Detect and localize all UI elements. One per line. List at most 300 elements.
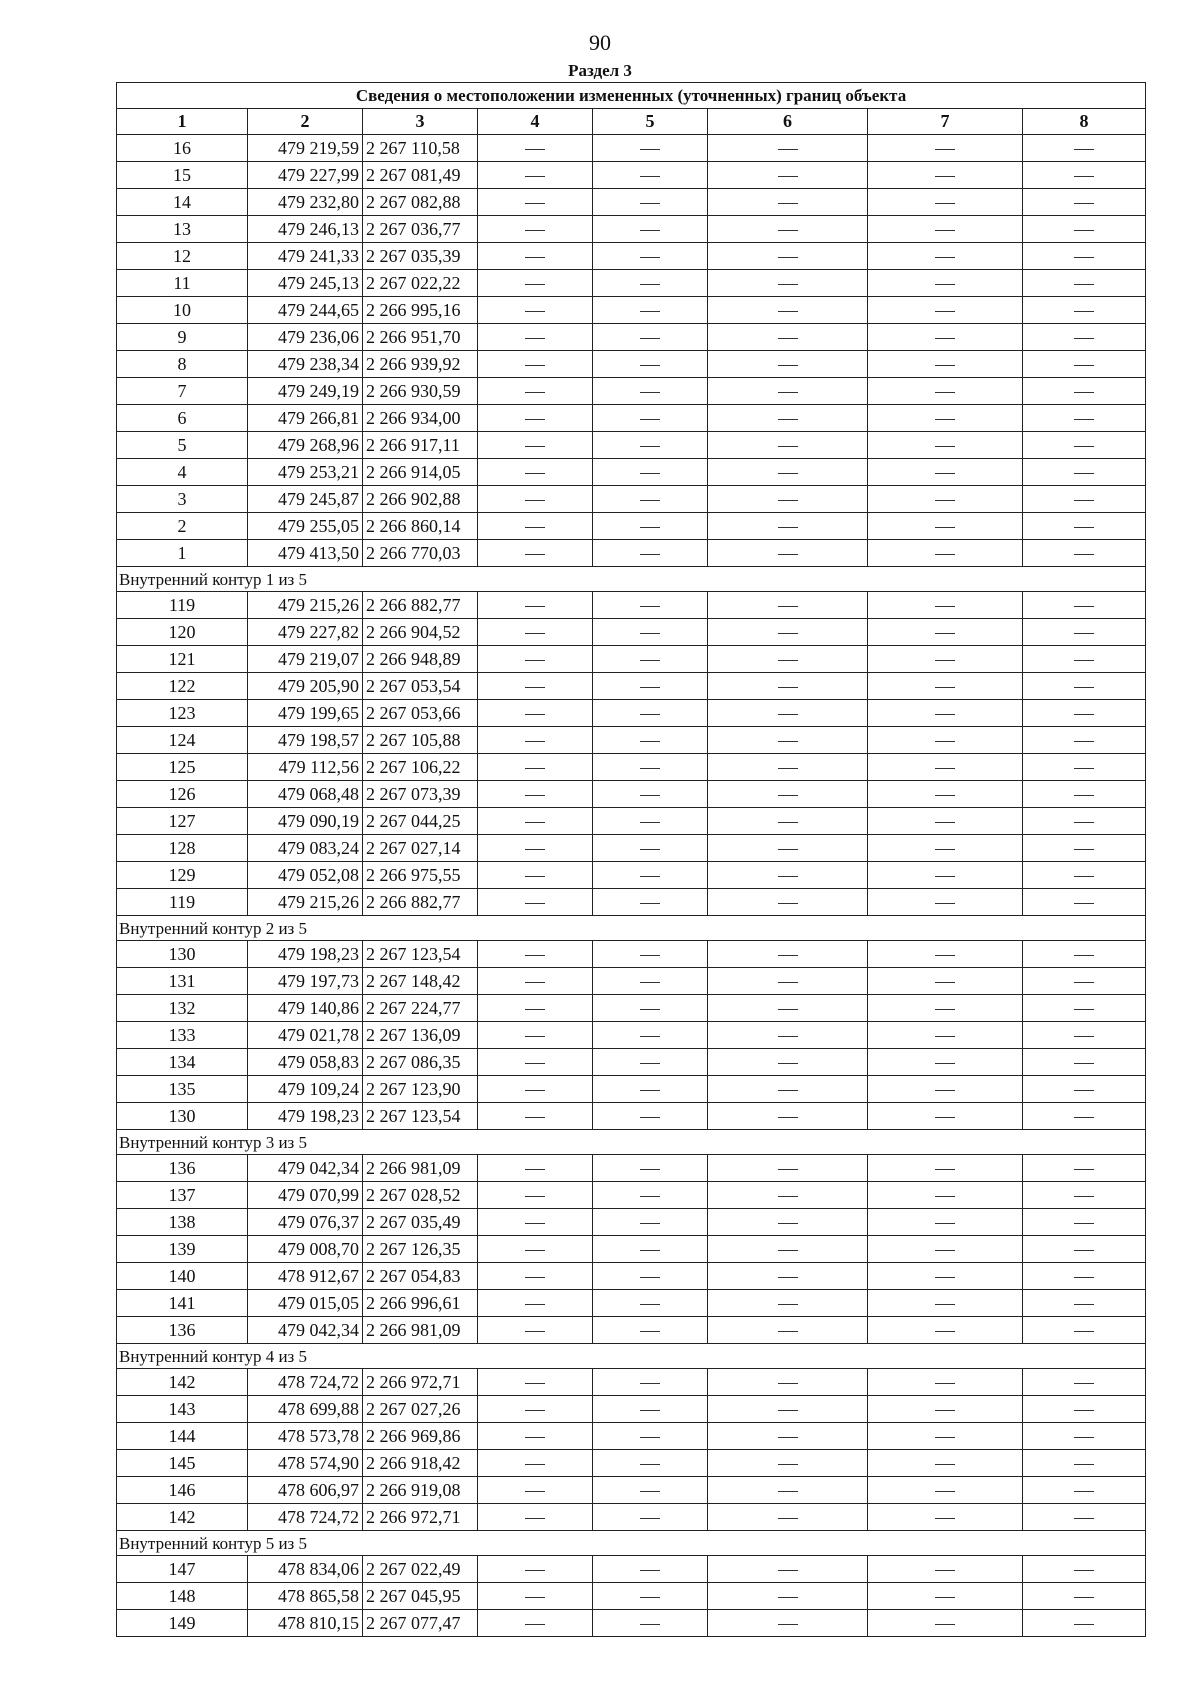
dash-mark: [1074, 1570, 1094, 1571]
coord-x: 479 070,99: [248, 1182, 363, 1209]
point-number: 126: [117, 781, 248, 808]
empty-cell: [593, 835, 708, 862]
coord-y: 2 266 904,52: [363, 619, 478, 646]
empty-cell: [1023, 1182, 1146, 1209]
dash-mark: [640, 1597, 660, 1598]
empty-cell: [1023, 405, 1146, 432]
empty-cell: [593, 754, 708, 781]
empty-cell: [1023, 324, 1146, 351]
dash-mark: [1074, 554, 1094, 555]
empty-cell: [1023, 270, 1146, 297]
coord-x: 479 008,70: [248, 1236, 363, 1263]
dash-mark: [1074, 955, 1094, 956]
coord-y: 2 267 224,77: [363, 995, 478, 1022]
table-row: [117, 1103, 1146, 1130]
empty-cell: [478, 592, 593, 619]
dash-mark: [640, 876, 660, 877]
dash-mark: [778, 473, 798, 474]
dash-mark: [640, 687, 660, 688]
coord-y: 2 267 027,26: [363, 1396, 478, 1423]
point-number: 122: [117, 673, 248, 700]
table-row: [117, 1236, 1146, 1263]
empty-cell: [1023, 378, 1146, 405]
dash-mark: [1074, 1196, 1094, 1197]
empty-cell: [593, 351, 708, 378]
dash-mark: [935, 849, 955, 850]
coord-x: 479 245,87: [248, 486, 363, 513]
table-row: [117, 1155, 1146, 1182]
empty-cell: [1023, 351, 1146, 378]
dash-mark: [640, 338, 660, 339]
table-row: [117, 189, 1146, 216]
empty-cell: [593, 808, 708, 835]
empty-cell: [1023, 1583, 1146, 1610]
empty-cell: [1023, 1236, 1146, 1263]
column-header: 8: [1023, 109, 1146, 135]
coord-x: 479 255,05: [248, 513, 363, 540]
table-row: [117, 324, 1146, 351]
dash-mark: [778, 311, 798, 312]
table-row: [117, 216, 1146, 243]
coord-x: 479 227,82: [248, 619, 363, 646]
dash-mark: [525, 500, 545, 501]
table-row: [117, 835, 1146, 862]
empty-cell: [868, 727, 1023, 754]
coord-y: 2 267 148,42: [363, 968, 478, 995]
coord-x: 479 238,34: [248, 351, 363, 378]
empty-cell: [478, 270, 593, 297]
coord-x: 479 241,33: [248, 243, 363, 270]
point-number: 133: [117, 1022, 248, 1049]
point-number: 147: [117, 1556, 248, 1583]
dash-mark: [640, 365, 660, 366]
dash-mark: [525, 876, 545, 877]
dash-mark: [525, 338, 545, 339]
coord-y: 2 266 939,92: [363, 351, 478, 378]
empty-cell: [708, 297, 868, 324]
empty-cell: [868, 1423, 1023, 1450]
dash-mark: [640, 1410, 660, 1411]
empty-cell: [1023, 216, 1146, 243]
dash-mark: [525, 419, 545, 420]
dash-mark: [1074, 1277, 1094, 1278]
point-number: 14: [117, 189, 248, 216]
empty-cell: [708, 324, 868, 351]
point-number: 149: [117, 1610, 248, 1637]
dash-mark: [525, 149, 545, 150]
empty-cell: [478, 459, 593, 486]
point-number: 119: [117, 592, 248, 619]
point-number: 3: [117, 486, 248, 513]
dash-mark: [935, 1624, 955, 1625]
dash-mark: [778, 1597, 798, 1598]
dash-mark: [935, 257, 955, 258]
dash-mark: [1074, 311, 1094, 312]
dash-mark: [525, 1437, 545, 1438]
coord-x: 479 042,34: [248, 1155, 363, 1182]
dash-mark: [778, 419, 798, 420]
dash-mark: [640, 311, 660, 312]
empty-cell: [478, 619, 593, 646]
empty-cell: [1023, 1396, 1146, 1423]
dash-mark: [640, 1570, 660, 1571]
dash-mark: [640, 473, 660, 474]
point-number: 143: [117, 1396, 248, 1423]
dash-mark: [935, 527, 955, 528]
dash-mark: [1074, 903, 1094, 904]
table-row: [117, 1290, 1146, 1317]
dash-mark: [935, 1169, 955, 1170]
dash-mark: [640, 1464, 660, 1465]
dash-mark: [640, 554, 660, 555]
coord-x: 478 865,58: [248, 1583, 363, 1610]
dash-mark: [935, 633, 955, 634]
empty-cell: [593, 540, 708, 567]
dash-mark: [935, 203, 955, 204]
empty-cell: [593, 189, 708, 216]
point-number: 141: [117, 1290, 248, 1317]
coord-y: 2 267 126,35: [363, 1236, 478, 1263]
dash-mark: [935, 1518, 955, 1519]
coord-x: 479 015,05: [248, 1290, 363, 1317]
point-number: 134: [117, 1049, 248, 1076]
dash-mark: [1074, 1624, 1094, 1625]
empty-cell: [708, 1396, 868, 1423]
empty-cell: [868, 1155, 1023, 1182]
dash-mark: [778, 741, 798, 742]
dash-mark: [525, 606, 545, 607]
table-row: [117, 673, 1146, 700]
contour-header-row: [117, 1531, 1146, 1556]
dash-mark: [935, 176, 955, 177]
empty-cell: [593, 592, 708, 619]
empty-cell: [478, 513, 593, 540]
dash-mark: [525, 660, 545, 661]
coord-y: 2 266 917,11: [363, 432, 478, 459]
table-row: [117, 486, 1146, 513]
empty-cell: [478, 1209, 593, 1236]
table-row: [117, 243, 1146, 270]
empty-cell: [708, 995, 868, 1022]
empty-cell: [1023, 189, 1146, 216]
empty-cell: [708, 1103, 868, 1130]
coord-y: 2 266 930,59: [363, 378, 478, 405]
table-row: [117, 1477, 1146, 1504]
dash-mark: [640, 714, 660, 715]
empty-cell: [478, 968, 593, 995]
point-number: 145: [117, 1450, 248, 1477]
dash-mark: [935, 1090, 955, 1091]
dash-mark: [640, 606, 660, 607]
table-row: [117, 270, 1146, 297]
dash-mark: [935, 1036, 955, 1037]
table-row: [117, 968, 1146, 995]
empty-cell: [593, 405, 708, 432]
coord-y: 2 266 882,77: [363, 889, 478, 916]
point-number: 137: [117, 1182, 248, 1209]
empty-cell: [708, 135, 868, 162]
column-header: 3: [363, 109, 478, 135]
coord-x: 478 699,88: [248, 1396, 363, 1423]
empty-cell: [1023, 1103, 1146, 1130]
empty-cell: [868, 995, 1023, 1022]
dash-mark: [778, 1196, 798, 1197]
dash-mark: [778, 392, 798, 393]
table-row: [117, 754, 1146, 781]
dash-mark: [778, 795, 798, 796]
empty-cell: [708, 486, 868, 513]
dash-mark: [935, 1491, 955, 1492]
dash-mark: [525, 1036, 545, 1037]
dash-mark: [1074, 876, 1094, 877]
coord-x: 478 606,97: [248, 1477, 363, 1504]
point-number: 119: [117, 889, 248, 916]
empty-cell: [708, 1423, 868, 1450]
empty-cell: [478, 135, 593, 162]
empty-cell: [593, 646, 708, 673]
dash-mark: [525, 1383, 545, 1384]
table-row: [117, 297, 1146, 324]
empty-cell: [868, 592, 1023, 619]
dash-mark: [778, 822, 798, 823]
empty-cell: [708, 540, 868, 567]
empty-cell: [1023, 1369, 1146, 1396]
dash-mark: [1074, 419, 1094, 420]
point-number: 4: [117, 459, 248, 486]
contour-label: Внутренний контур 1 из 5: [117, 567, 1146, 592]
dash-mark: [1074, 1090, 1094, 1091]
empty-cell: [868, 1556, 1023, 1583]
coord-x: 479 266,81: [248, 405, 363, 432]
point-number: 132: [117, 995, 248, 1022]
empty-cell: [1023, 1155, 1146, 1182]
empty-cell: [868, 619, 1023, 646]
empty-cell: [868, 189, 1023, 216]
contour-label: Внутренний контур 2 из 5: [117, 916, 1146, 941]
coord-y: 2 266 948,89: [363, 646, 478, 673]
table-row: [117, 162, 1146, 189]
dash-mark: [935, 1277, 955, 1278]
empty-cell: [868, 1076, 1023, 1103]
coord-y: 2 266 995,16: [363, 297, 478, 324]
empty-cell: [868, 754, 1023, 781]
coord-x: 479 215,26: [248, 889, 363, 916]
dash-mark: [1074, 365, 1094, 366]
empty-cell: [868, 862, 1023, 889]
empty-cell: [478, 1103, 593, 1130]
dash-mark: [935, 392, 955, 393]
empty-cell: [708, 189, 868, 216]
dash-mark: [640, 446, 660, 447]
empty-cell: [478, 862, 593, 889]
coord-y: 2 267 123,54: [363, 941, 478, 968]
dash-mark: [1074, 795, 1094, 796]
empty-cell: [868, 216, 1023, 243]
dash-mark: [1074, 284, 1094, 285]
empty-cell: [593, 1236, 708, 1263]
dash-mark: [935, 714, 955, 715]
coord-x: 479 090,19: [248, 808, 363, 835]
point-number: 16: [117, 135, 248, 162]
coord-x: 478 724,72: [248, 1369, 363, 1396]
empty-cell: [868, 540, 1023, 567]
dash-mark: [778, 768, 798, 769]
empty-cell: [478, 1290, 593, 1317]
empty-cell: [478, 297, 593, 324]
dash-mark: [1074, 1036, 1094, 1037]
empty-cell: [478, 1155, 593, 1182]
dash-mark: [1074, 1009, 1094, 1010]
empty-cell: [478, 1396, 593, 1423]
table-row: [117, 995, 1146, 1022]
dash-mark: [935, 1410, 955, 1411]
empty-cell: [868, 1450, 1023, 1477]
empty-cell: [593, 1610, 708, 1637]
empty-cell: [593, 941, 708, 968]
dash-mark: [935, 768, 955, 769]
empty-cell: [1023, 540, 1146, 567]
coord-x: 479 083,24: [248, 835, 363, 862]
empty-cell: [708, 1263, 868, 1290]
dash-mark: [1074, 1597, 1094, 1598]
empty-cell: [868, 351, 1023, 378]
empty-cell: [708, 941, 868, 968]
empty-cell: [868, 243, 1023, 270]
coord-x: 479 268,96: [248, 432, 363, 459]
coord-x: 479 249,19: [248, 378, 363, 405]
dash-mark: [778, 1331, 798, 1332]
empty-cell: [708, 513, 868, 540]
coord-y: 2 267 073,39: [363, 781, 478, 808]
table-row: [117, 378, 1146, 405]
point-number: 142: [117, 1504, 248, 1531]
dash-mark: [935, 1009, 955, 1010]
dash-mark: [935, 822, 955, 823]
coord-y: 2 267 035,39: [363, 243, 478, 270]
dash-mark: [640, 1331, 660, 1332]
coord-y: 2 267 136,09: [363, 1022, 478, 1049]
empty-cell: [708, 216, 868, 243]
contour-header-row: [117, 567, 1146, 592]
column-header: 7: [868, 109, 1023, 135]
table-caption-row: [117, 83, 1146, 109]
empty-cell: [1023, 889, 1146, 916]
dash-mark: [935, 606, 955, 607]
empty-cell: [1023, 459, 1146, 486]
dash-mark: [778, 1437, 798, 1438]
table-row: [117, 1504, 1146, 1531]
point-number: 120: [117, 619, 248, 646]
dash-mark: [640, 1624, 660, 1625]
coord-x: 479 052,08: [248, 862, 363, 889]
dash-mark: [935, 795, 955, 796]
dash-mark: [935, 1331, 955, 1332]
dash-mark: [778, 149, 798, 150]
table-row: [117, 808, 1146, 835]
dash-mark: [778, 500, 798, 501]
point-number: 8: [117, 351, 248, 378]
empty-cell: [868, 1209, 1023, 1236]
empty-cell: [1023, 1610, 1146, 1637]
coord-x: 479 109,24: [248, 1076, 363, 1103]
dash-mark: [935, 955, 955, 956]
empty-cell: [478, 324, 593, 351]
empty-cell: [478, 781, 593, 808]
contour-label: Внутренний контур 4 из 5: [117, 1344, 1146, 1369]
empty-cell: [868, 1022, 1023, 1049]
dash-mark: [778, 1277, 798, 1278]
empty-cell: [708, 889, 868, 916]
empty-cell: [708, 1556, 868, 1583]
empty-cell: [708, 243, 868, 270]
empty-cell: [478, 646, 593, 673]
empty-cell: [478, 941, 593, 968]
table-row: [117, 889, 1146, 916]
dash-mark: [640, 392, 660, 393]
empty-cell: [593, 968, 708, 995]
empty-cell: [478, 1076, 593, 1103]
empty-cell: [708, 835, 868, 862]
table-row: [117, 135, 1146, 162]
point-number: 140: [117, 1263, 248, 1290]
dash-mark: [935, 446, 955, 447]
coord-x: 479 197,73: [248, 968, 363, 995]
dash-mark: [525, 446, 545, 447]
coord-x: 479 413,50: [248, 540, 363, 567]
coord-y: 2 266 914,05: [363, 459, 478, 486]
coord-x: 479 244,65: [248, 297, 363, 324]
empty-cell: [593, 1022, 708, 1049]
empty-cell: [1023, 941, 1146, 968]
empty-cell: [1023, 1423, 1146, 1450]
dash-mark: [1074, 1063, 1094, 1064]
table-row: [117, 1450, 1146, 1477]
dash-mark: [640, 1169, 660, 1170]
dash-mark: [640, 500, 660, 501]
dash-mark: [640, 1223, 660, 1224]
dash-mark: [1074, 1331, 1094, 1332]
contour-header-row: [117, 1344, 1146, 1369]
dash-mark: [778, 1491, 798, 1492]
column-header: 5: [593, 109, 708, 135]
empty-cell: [708, 1504, 868, 1531]
dash-mark: [935, 660, 955, 661]
dash-mark: [640, 955, 660, 956]
coord-y: 2 267 082,88: [363, 189, 478, 216]
dash-mark: [935, 419, 955, 420]
dash-mark: [935, 903, 955, 904]
dash-mark: [935, 473, 955, 474]
empty-cell: [868, 700, 1023, 727]
coord-x: 479 199,65: [248, 700, 363, 727]
empty-cell: [478, 486, 593, 513]
empty-cell: [593, 1049, 708, 1076]
dash-mark: [778, 365, 798, 366]
point-number: 5: [117, 432, 248, 459]
dash-mark: [525, 633, 545, 634]
dash-mark: [525, 903, 545, 904]
contour-label: Внутренний контур 3 из 5: [117, 1130, 1146, 1155]
dash-mark: [778, 554, 798, 555]
empty-cell: [593, 135, 708, 162]
empty-cell: [478, 189, 593, 216]
dash-mark: [640, 1491, 660, 1492]
coord-y: 2 267 022,49: [363, 1556, 478, 1583]
table-row: [117, 351, 1146, 378]
dash-mark: [1074, 822, 1094, 823]
column-header: 4: [478, 109, 593, 135]
table-row: [117, 1556, 1146, 1583]
